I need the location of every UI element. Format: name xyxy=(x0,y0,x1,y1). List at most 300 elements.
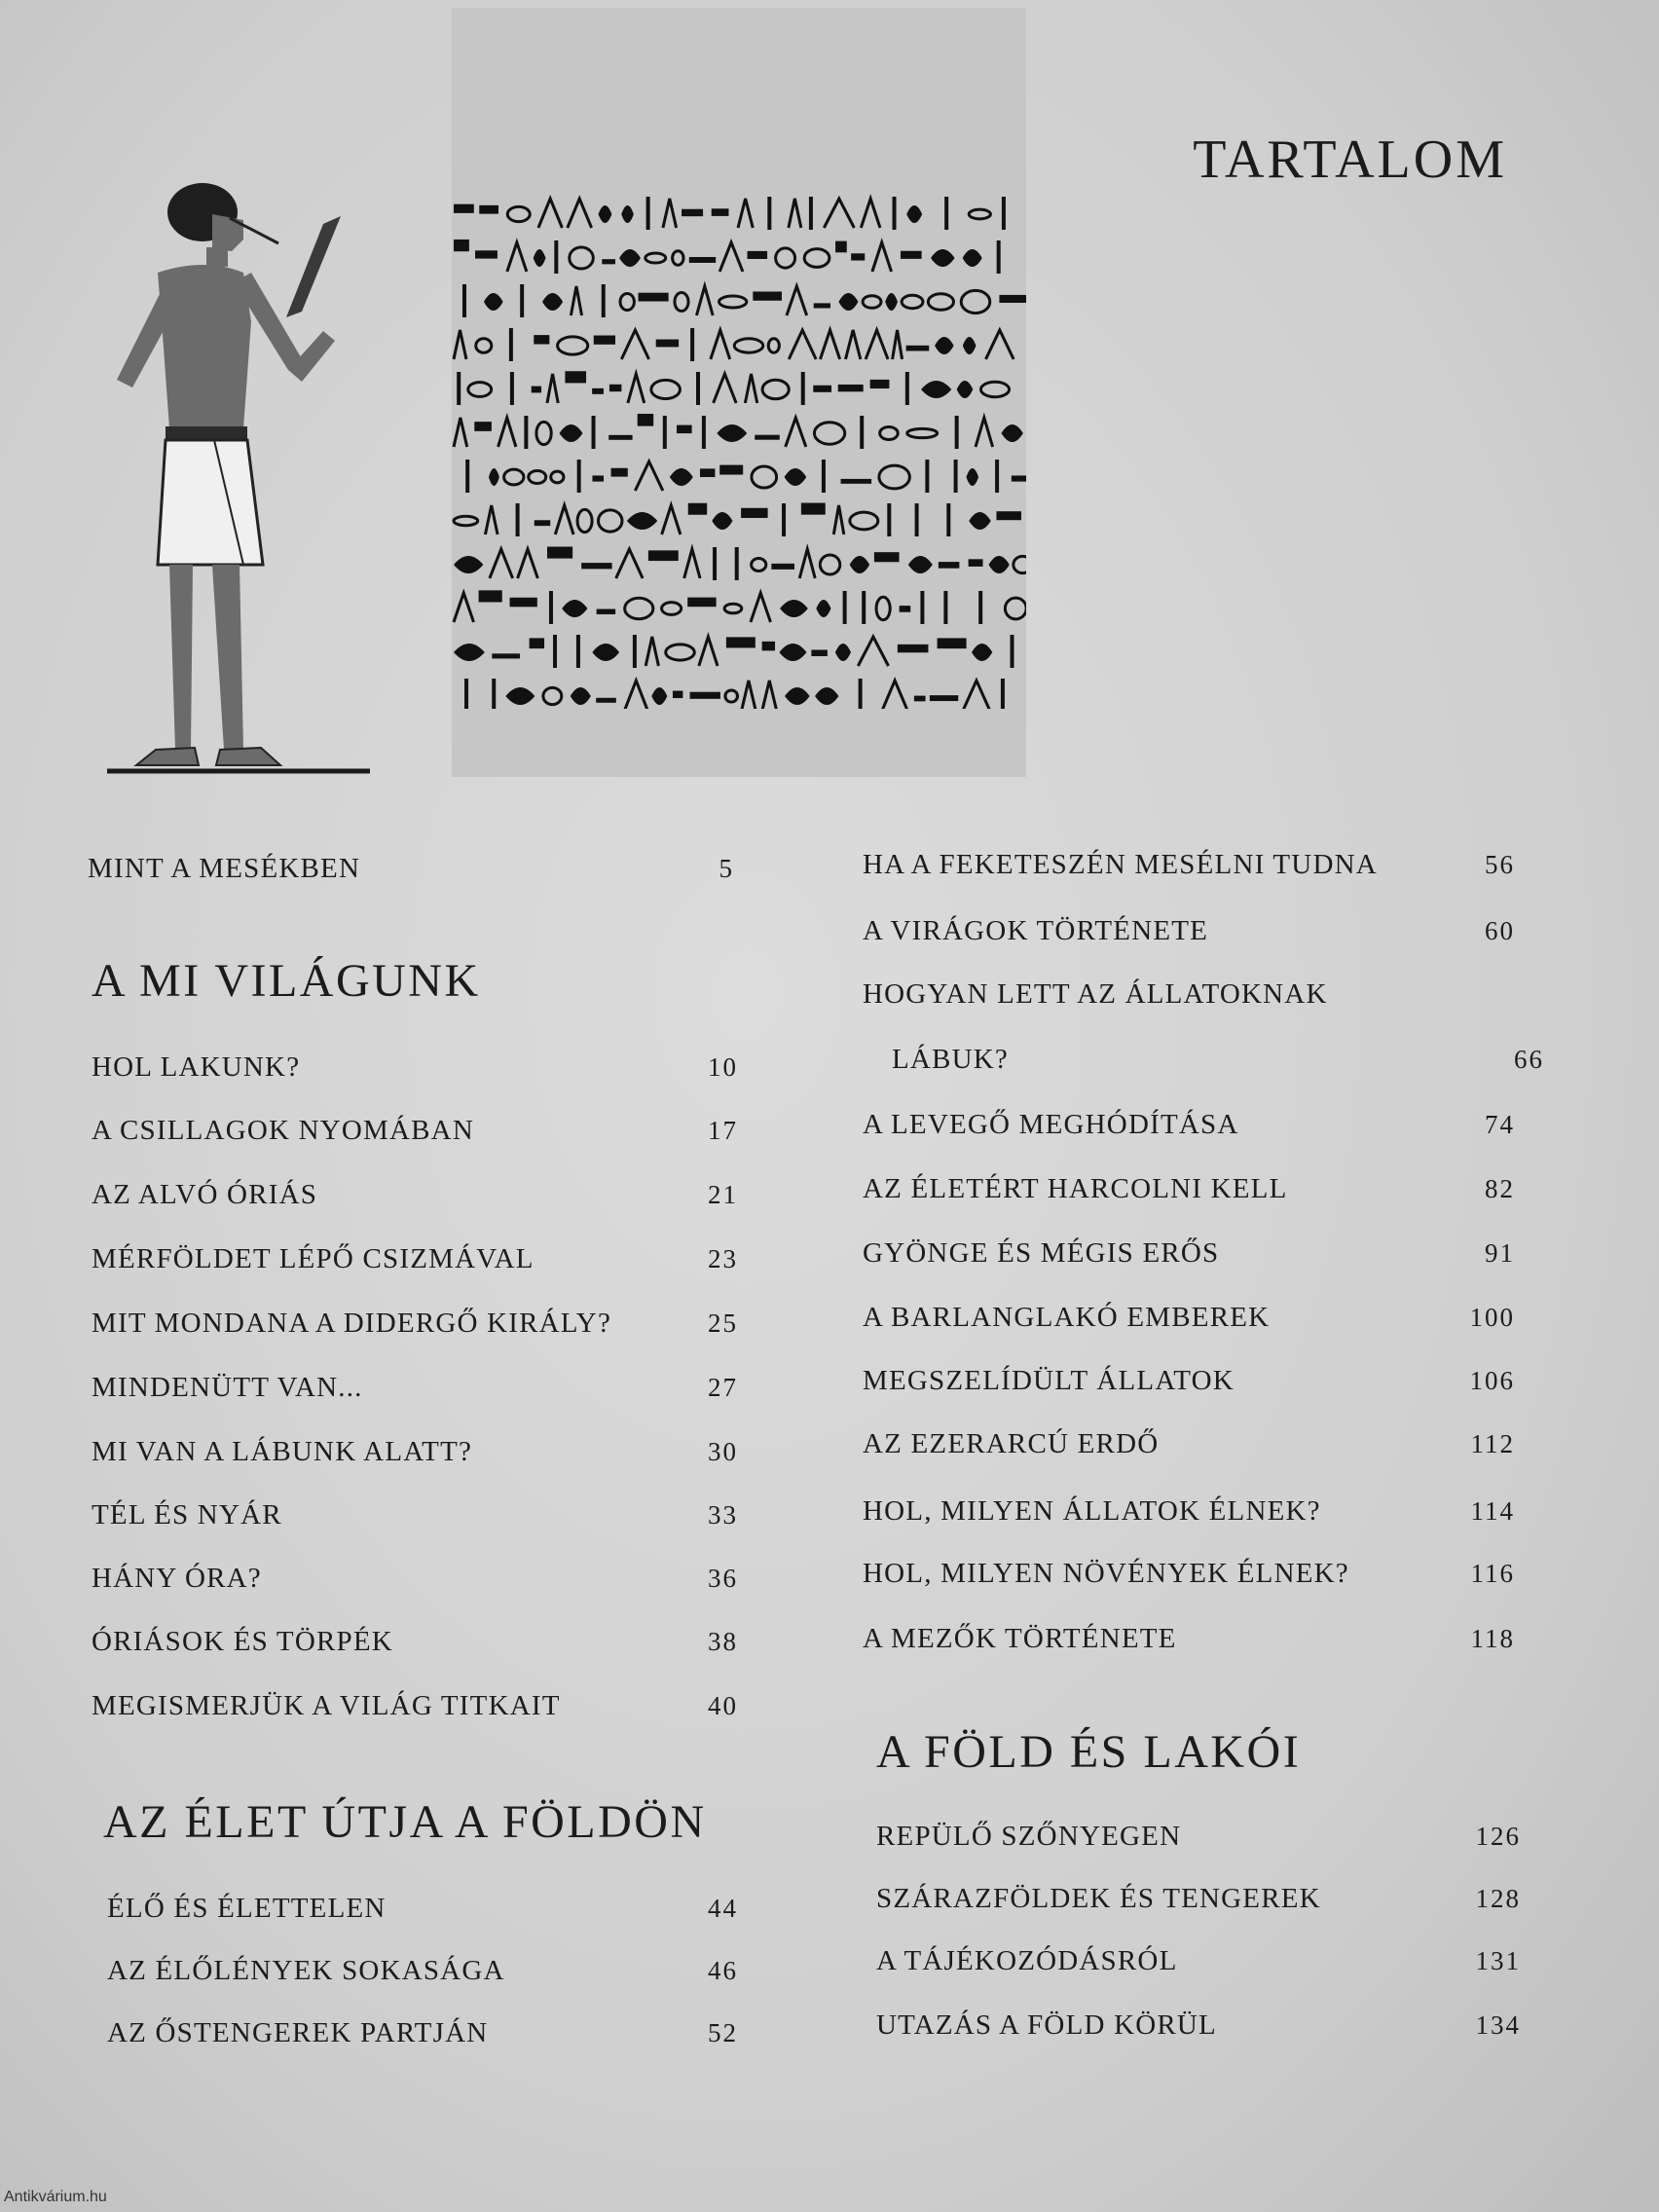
hieroglyph xyxy=(1002,424,1023,442)
toc-entry[interactable] xyxy=(92,1308,738,1340)
hieroglyph xyxy=(787,286,807,315)
hieroglyph xyxy=(507,206,530,221)
toc-entry-title: A CSILLAGOK NYOMÁBAN xyxy=(92,1115,474,1146)
hieroglyph xyxy=(1012,475,1026,481)
hieroglyph xyxy=(963,681,989,709)
hieroglyph xyxy=(565,371,586,383)
toc-entry[interactable] xyxy=(92,1372,738,1404)
hieroglyph xyxy=(717,424,747,442)
hieroglyph xyxy=(576,635,580,668)
hieroglyph xyxy=(905,372,909,405)
hieroglyph xyxy=(619,249,641,267)
hieroglyph xyxy=(938,638,967,648)
hieroglyph xyxy=(712,208,729,216)
hieroglyph xyxy=(656,340,679,348)
hieroglyph xyxy=(638,414,653,426)
hieroglyph xyxy=(776,248,795,268)
hieroglyph xyxy=(859,679,863,709)
hieroglyph xyxy=(609,385,621,391)
hieroglyph xyxy=(520,284,524,317)
hieroglyph xyxy=(782,503,786,536)
hieroglyph xyxy=(696,372,700,405)
toc-entry-title: AZ ÉLETÉRT HARCOLNI KELL xyxy=(863,1173,1288,1204)
hieroglyph xyxy=(620,293,634,310)
hieroglyph xyxy=(581,563,611,569)
hieroglyph xyxy=(532,387,541,393)
toc-entry[interactable] xyxy=(863,1173,1515,1205)
hieroglyph xyxy=(943,591,947,624)
toc-entry-title: A MEZŐK TÖRTÉNETE xyxy=(863,1623,1177,1654)
hieroglyph xyxy=(908,556,933,573)
hieroglyph-text-image xyxy=(452,183,1026,709)
hieroglyph xyxy=(915,503,919,536)
hieroglyph xyxy=(510,372,514,405)
hieroglyph xyxy=(814,303,830,308)
toc-entry[interactable] xyxy=(107,1955,738,1987)
hieroglyph xyxy=(930,695,958,701)
toc-entry-title: LÁBUK? xyxy=(892,1044,1009,1075)
hieroglyph xyxy=(863,296,881,309)
hieroglyph xyxy=(454,204,474,213)
hieroglyph xyxy=(734,339,763,352)
hieroglyph xyxy=(684,549,700,578)
toc-entry-page: 5 xyxy=(719,854,734,883)
toc-entry-page: 131 xyxy=(1475,1946,1521,1975)
hieroglyph xyxy=(492,679,496,709)
hieroglyph xyxy=(635,461,662,491)
hieroglyph xyxy=(725,690,738,702)
toc-entry-page: 126 xyxy=(1475,1822,1521,1851)
toc-entry[interactable] xyxy=(863,1623,1515,1655)
toc-entry[interactable] xyxy=(88,853,734,885)
hieroglyph xyxy=(762,681,776,709)
hieroglyph xyxy=(906,346,930,351)
hieroglyph xyxy=(997,240,1001,274)
section-heading: AZ ÉLET ÚTJA A FÖLDÖN xyxy=(103,1796,707,1848)
hieroglyph xyxy=(841,479,872,484)
hieroglyph xyxy=(628,374,645,403)
toc-entry-title: MINT A MESÉKBEN xyxy=(88,853,361,884)
toc-entry-page: 60 xyxy=(1485,916,1515,945)
hieroglyph xyxy=(813,386,831,392)
hieroglyph xyxy=(1001,679,1005,709)
hieroglyph xyxy=(558,337,588,354)
toc-entry[interactable] xyxy=(863,915,1515,947)
hieroglyph xyxy=(492,653,520,658)
hieroglyph xyxy=(833,505,844,535)
toc-entry-title: AZ ÉLŐLÉNYEK SOKASÁGA xyxy=(107,1955,505,1986)
hieroglyph xyxy=(571,687,591,705)
hieroglyph xyxy=(902,295,923,308)
toc-entry-page: 91 xyxy=(1485,1238,1515,1268)
toc-entry[interactable] xyxy=(863,1237,1515,1270)
toc-entry-page: 118 xyxy=(1470,1624,1515,1653)
toc-entry-title: MEGISMERJÜK A VILÁG TITKAIT xyxy=(92,1690,561,1721)
hieroglyph xyxy=(801,372,805,405)
hieroglyph xyxy=(555,505,573,535)
hieroglyph xyxy=(535,520,550,526)
toc-entry-title: A LEVEGŐ MEGHÓDÍTÁSA xyxy=(863,1109,1239,1140)
toc-entry-title: ÉLŐ ÉS ÉLETTELEN xyxy=(107,1893,387,1924)
toc-entry[interactable] xyxy=(863,1558,1515,1590)
hieroglyph xyxy=(713,547,717,580)
hieroglyph xyxy=(547,374,558,403)
hieroglyph xyxy=(1011,635,1014,668)
hieroglyph xyxy=(786,418,806,447)
toc-entry[interactable] xyxy=(92,1179,738,1211)
toc-entry[interactable] xyxy=(863,1044,1544,1076)
hieroglyph xyxy=(861,199,880,228)
hieroglyph xyxy=(969,512,990,530)
hieroglyph xyxy=(870,380,890,388)
hieroglyph xyxy=(571,286,581,315)
toc-entry-title: AZ ALVÓ ÓRIÁS xyxy=(92,1179,318,1210)
hieroglyph xyxy=(898,645,929,652)
hieroglyph xyxy=(611,468,628,477)
toc-entry[interactable] xyxy=(863,849,1515,881)
toc-entry[interactable] xyxy=(863,978,1515,1011)
hieroglyph xyxy=(976,418,993,447)
hieroglyph xyxy=(673,251,683,266)
hieroglyph xyxy=(724,604,742,613)
hieroglyph xyxy=(662,603,682,615)
hieroglyph xyxy=(465,460,469,493)
hieroglyph xyxy=(978,591,982,624)
toc-entry[interactable] xyxy=(107,1893,738,1925)
hieroglyph xyxy=(592,644,619,661)
section-heading: A MI VILÁGUNK xyxy=(92,955,481,1007)
hieroglyph xyxy=(682,209,703,216)
hieroglyph xyxy=(597,609,615,614)
toc-entry[interactable] xyxy=(876,1883,1521,1915)
hieroglyph xyxy=(529,470,546,483)
hieroglyph xyxy=(880,427,899,440)
hieroglyph xyxy=(711,330,730,359)
toc-entry-page: 74 xyxy=(1485,1110,1515,1139)
hieroglyph xyxy=(468,383,492,397)
hieroglyph xyxy=(961,290,990,313)
hieroglyph xyxy=(560,424,583,442)
hieroglyph xyxy=(648,550,679,561)
hieroglyph xyxy=(616,549,643,578)
hieroglyph xyxy=(809,197,813,230)
toc-entry-page: 56 xyxy=(1485,850,1515,879)
toc-entry-title: ÓRIÁSOK ÉS TÖRPÉK xyxy=(92,1626,393,1657)
hieroglyph xyxy=(536,422,551,444)
hieroglyph xyxy=(562,600,587,617)
toc-entry-page: 38 xyxy=(708,1627,738,1656)
hieroglyph xyxy=(900,606,911,612)
hieroglyph xyxy=(874,552,900,562)
hieroglyph xyxy=(454,593,473,622)
hieroglyph xyxy=(454,516,478,525)
toc-entry-page: 114 xyxy=(1470,1496,1515,1526)
hieroglyph xyxy=(554,240,558,274)
hieroglyph xyxy=(509,328,513,361)
hieroglyph xyxy=(838,293,858,311)
hieroglyph xyxy=(666,645,695,660)
toc-entry[interactable] xyxy=(92,1115,738,1147)
hieroglyph xyxy=(454,644,485,661)
hieroglyph xyxy=(524,416,528,449)
hieroglyph xyxy=(700,468,715,477)
toc-entry[interactable] xyxy=(876,1945,1521,1977)
hieroglyph xyxy=(738,199,753,228)
hieroglyph xyxy=(454,556,483,573)
toc-entry-title: HOL, MILYEN ÁLLATOK ÉLNEK? xyxy=(863,1495,1321,1527)
toc-entry[interactable] xyxy=(92,1690,738,1722)
hieroglyph xyxy=(876,597,890,619)
hieroglyph xyxy=(621,330,648,359)
toc-entry[interactable] xyxy=(876,2009,1521,2042)
hieroglyph xyxy=(946,503,950,536)
toc-entry-page: 44 xyxy=(708,1894,738,1923)
toc-entry[interactable] xyxy=(863,1495,1515,1528)
hieroglyph xyxy=(742,681,756,709)
hieroglyph xyxy=(824,199,854,228)
toc-entry[interactable] xyxy=(863,1365,1515,1397)
toc-entry[interactable] xyxy=(863,1428,1515,1460)
hieroglyph xyxy=(789,330,816,359)
hieroglyph xyxy=(577,460,581,493)
hieroglyph xyxy=(816,600,830,617)
hieroglyph xyxy=(963,249,982,267)
toc-entry[interactable] xyxy=(107,2017,738,2049)
hieroglyph xyxy=(835,644,851,661)
toc-entry-title: HA A FEKETESZÉN MESÉLNI TUDNA xyxy=(863,849,1378,880)
hieroglyph xyxy=(1014,556,1026,572)
hieroglyph xyxy=(462,284,466,317)
hieroglyph xyxy=(547,547,572,559)
hieroglyph xyxy=(851,253,865,260)
hieroglyph xyxy=(464,679,468,709)
toc-entry[interactable] xyxy=(876,1821,1521,1853)
hieroglyph xyxy=(542,293,563,311)
toc-entry-title: HÁNY ÓRA? xyxy=(92,1563,262,1594)
hieroglyph xyxy=(741,508,768,518)
hieroglyph xyxy=(762,380,789,398)
hieroglyph xyxy=(639,293,669,302)
hieroglyph xyxy=(530,638,544,648)
hieroglyph xyxy=(719,465,743,475)
hieroglyph xyxy=(866,330,888,359)
hieroglyph xyxy=(799,549,815,578)
hieroglyph xyxy=(625,681,647,709)
hieroglyph xyxy=(1005,598,1026,619)
section-heading: A FÖLD ÉS LAKÓI xyxy=(876,1726,1302,1778)
hieroglyph-panel xyxy=(452,8,1026,777)
hieroglyph xyxy=(935,337,954,354)
hieroglyph xyxy=(882,681,906,709)
hieroglyph xyxy=(887,503,891,536)
hieroglyph xyxy=(592,416,596,449)
hieroglyph xyxy=(673,691,682,699)
hieroglyph xyxy=(625,598,653,618)
toc-entry-page: 23 xyxy=(708,1244,738,1273)
hieroglyph xyxy=(510,598,537,608)
toc-entry-page: 25 xyxy=(708,1309,738,1338)
hieroglyph xyxy=(602,259,615,264)
hieroglyph xyxy=(901,251,922,259)
hieroglyph xyxy=(820,330,839,359)
hieroglyph xyxy=(651,380,681,398)
hieroglyph xyxy=(633,635,637,668)
hieroglyph xyxy=(599,205,612,223)
toc-entry-page: 27 xyxy=(708,1373,738,1402)
hieroglyph xyxy=(719,296,747,308)
hieroglyph xyxy=(822,460,826,493)
toc-entry-title: AZ EZERARCÚ ERDŐ xyxy=(863,1428,1160,1459)
hieroglyph xyxy=(594,336,615,345)
toc-entry[interactable] xyxy=(92,1499,738,1531)
hieroglyph xyxy=(688,503,707,515)
hieroglyph xyxy=(689,257,716,263)
hieroglyph xyxy=(662,505,681,535)
hieroglyph xyxy=(963,337,977,354)
hieroglyph xyxy=(712,512,732,530)
hieroglyph xyxy=(474,422,492,431)
toc-entry-page: 134 xyxy=(1475,2010,1521,2040)
hieroglyph xyxy=(931,249,955,267)
hieroglyph xyxy=(543,687,562,704)
hieroglyph xyxy=(815,687,838,705)
toc-entry-page: 33 xyxy=(708,1500,738,1530)
toc-entry-page: 46 xyxy=(708,1956,738,1985)
hieroglyph xyxy=(999,295,1026,303)
toc-entry[interactable] xyxy=(863,1302,1515,1334)
hieroglyph xyxy=(645,637,658,666)
toc-entry[interactable] xyxy=(92,1563,738,1595)
toc-entry[interactable] xyxy=(92,1051,738,1084)
hieroglyph xyxy=(485,505,498,535)
toc-entry-title: A BARLANGLAKÓ EMBEREK xyxy=(863,1302,1271,1333)
toc-entry[interactable] xyxy=(92,1626,738,1658)
hieroglyph xyxy=(479,590,502,602)
hieroglyph xyxy=(906,205,922,223)
hieroglyph xyxy=(719,242,743,272)
hieroglyph xyxy=(735,547,739,580)
hieroglyph xyxy=(914,696,926,702)
hieroglyph xyxy=(980,382,1009,396)
hieroglyph xyxy=(928,294,953,311)
toc-entry-title: SZÁRAZFÖLDEK ÉS TENGEREK xyxy=(876,1883,1321,1914)
hieroglyph xyxy=(843,591,847,624)
hieroglyph xyxy=(538,199,562,228)
hieroglyph xyxy=(507,242,527,272)
hieroglyph xyxy=(879,465,909,489)
hieroglyph xyxy=(955,416,959,449)
toc-entry-page: 116 xyxy=(1470,1559,1515,1588)
hieroglyph xyxy=(835,241,847,253)
hieroglyph xyxy=(752,559,766,571)
hieroglyph xyxy=(755,435,779,440)
hieroglyph xyxy=(696,286,713,315)
hieroglyph xyxy=(969,559,983,567)
toc-entry-page: 66 xyxy=(1514,1045,1544,1074)
hieroglyph xyxy=(454,240,469,251)
hieroglyph xyxy=(801,503,826,515)
hieroglyph xyxy=(957,381,974,398)
hieroglyph xyxy=(762,642,775,651)
hieroglyph xyxy=(921,381,951,398)
hieroglyph xyxy=(954,460,958,493)
toc-entry-page: 112 xyxy=(1470,1429,1515,1458)
hieroglyph xyxy=(814,423,844,444)
toc-entry-page: 128 xyxy=(1475,1884,1521,1913)
hieroglyph xyxy=(646,197,650,230)
hieroglyph xyxy=(677,425,692,434)
hieroglyph xyxy=(785,687,810,705)
hieroglyph xyxy=(602,284,606,317)
hieroglyph xyxy=(751,593,771,622)
hieroglyph xyxy=(779,644,806,661)
watermark: Antikvárium.hu xyxy=(4,2189,107,2205)
hieroglyph xyxy=(663,416,667,449)
hieroglyph xyxy=(549,591,553,624)
hieroglyph xyxy=(498,418,516,447)
hieroglyph xyxy=(489,468,499,486)
hieroglyph xyxy=(985,330,1014,359)
hieroglyph xyxy=(651,687,667,705)
toc-entry[interactable] xyxy=(92,1243,738,1275)
hieroglyph xyxy=(484,293,503,311)
toc-entry-title: MIT MONDANA A DIDERGŐ KIRÁLY? xyxy=(92,1308,612,1339)
toc-entry[interactable] xyxy=(863,1109,1515,1141)
toc-entry[interactable] xyxy=(92,1436,738,1468)
hieroglyph xyxy=(850,512,878,530)
hieroglyph xyxy=(748,251,768,259)
hieroglyph xyxy=(570,247,594,269)
hieroglyph xyxy=(645,253,666,263)
hieroglyph xyxy=(996,511,1020,520)
toc-entry-page: 100 xyxy=(1469,1303,1515,1332)
toc-entry-title: UTAZÁS A FÖLD KÖRÜL xyxy=(876,2009,1217,2041)
hieroglyph xyxy=(479,205,498,214)
hieroglyph xyxy=(944,197,948,230)
toc-entry-page: 36 xyxy=(708,1564,738,1593)
toc-entry-title: HOL, MILYEN NÖVÉNYEK ÉLNEK? xyxy=(863,1558,1349,1589)
hieroglyph xyxy=(907,428,938,437)
hieroglyph xyxy=(780,600,808,617)
hieroglyph xyxy=(504,469,524,485)
hieroglyph xyxy=(476,339,492,353)
hieroglyph xyxy=(850,556,870,573)
toc-entry-title: MÉRFÖLDET LÉPŐ CSIZMÁVAL xyxy=(92,1243,535,1274)
toc-entry-title: A VIRÁGOK TÖRTÉNETE xyxy=(863,915,1209,946)
hieroglyph xyxy=(838,385,864,391)
hieroglyph xyxy=(752,466,777,488)
hieroglyph xyxy=(845,330,860,359)
toc-entry-title: MI VAN A LÁBUNK ALATT? xyxy=(92,1436,473,1467)
hieroglyph xyxy=(995,460,999,493)
toc-entry-title: HOL LAKUNK? xyxy=(92,1051,301,1083)
hieroglyph xyxy=(505,687,535,705)
hieroglyph xyxy=(745,374,756,403)
hieroglyph xyxy=(592,388,604,394)
hieroglyph xyxy=(621,205,634,223)
hieroglyph xyxy=(699,637,718,666)
hieroglyph xyxy=(804,249,830,268)
hieroglyph xyxy=(490,549,513,578)
hieroglyph xyxy=(862,591,866,624)
toc-entry-page: 17 xyxy=(708,1116,738,1145)
toc-entry-title: GYÖNGE ÉS MÉGIS ERŐS xyxy=(863,1237,1220,1269)
hieroglyph xyxy=(454,330,466,359)
toc-entry-title: A TÁJÉKOZÓDÁSRÓL xyxy=(876,1945,1178,1976)
hieroglyph xyxy=(592,475,604,481)
toc-entry-page: 21 xyxy=(708,1180,738,1209)
toc-entry-title: MINDENÜTT VAN... xyxy=(92,1372,363,1403)
